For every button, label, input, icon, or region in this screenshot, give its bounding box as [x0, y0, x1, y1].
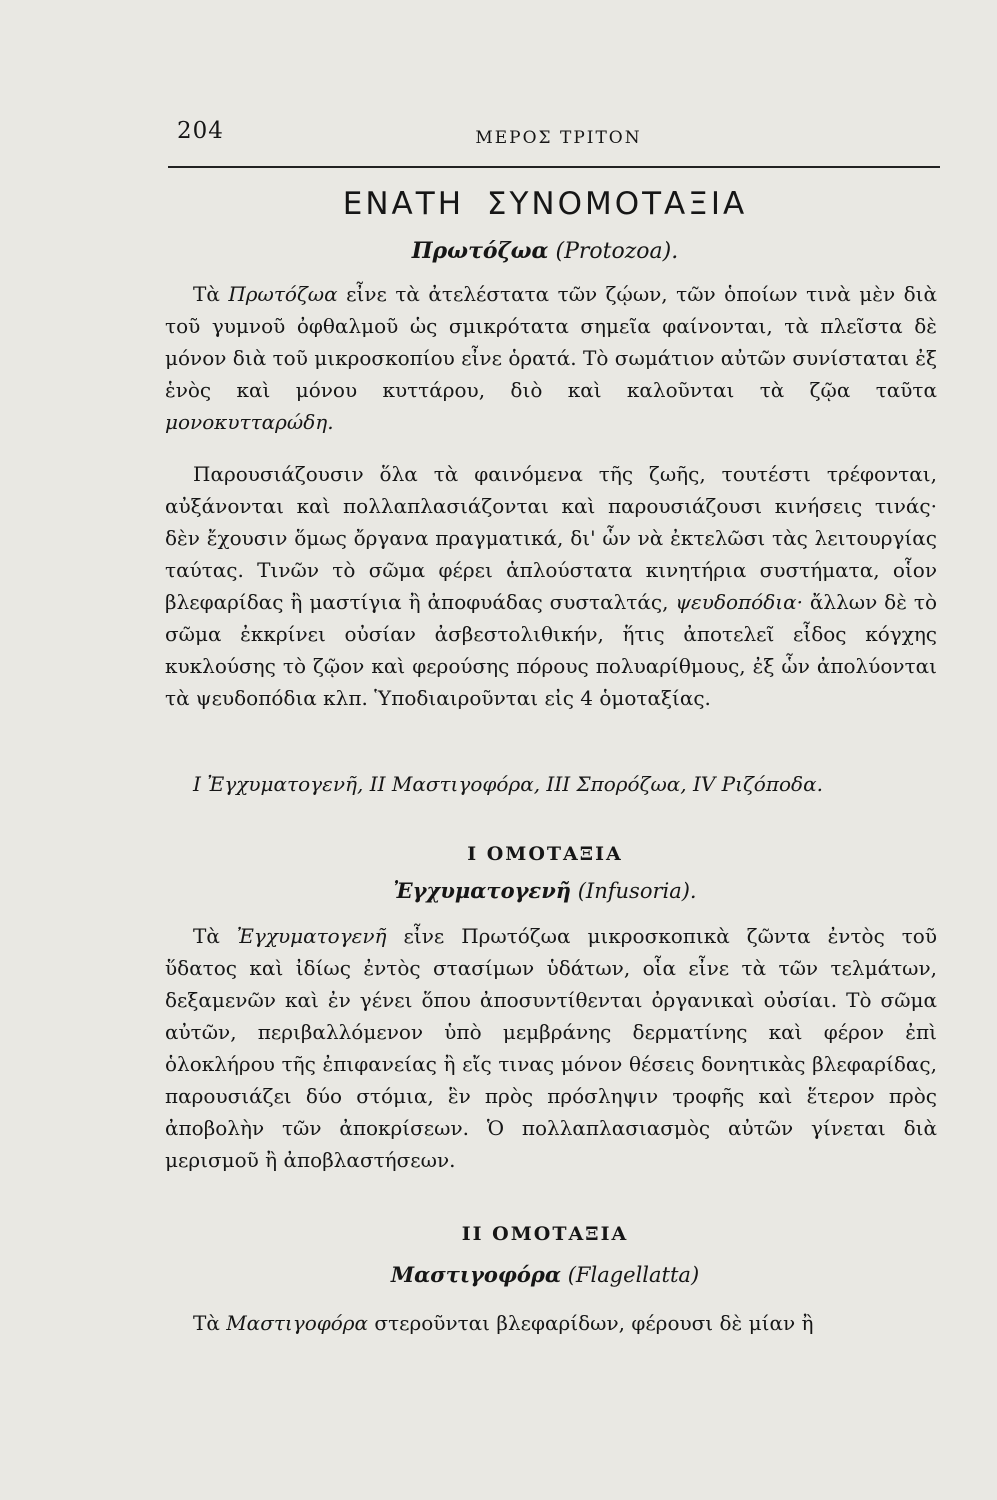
section-1-text [165, 920, 937, 1176]
page-number: 204 [177, 118, 224, 144]
characteristics-term: ψευδοπόδια· [675, 590, 803, 614]
section-1-latin: (Infusoria). [577, 879, 697, 903]
subtitle-latin: (Protozoa). [555, 239, 679, 264]
section-1-term: Ἐγχυματογενῆ [236, 924, 387, 948]
paragraph-intro [165, 278, 937, 438]
running-head: ΜΕΡΟΣ ΤΡΙΤΟΝ [475, 128, 642, 148]
section-2-latin: (Flagellatta) [567, 1263, 700, 1287]
section-2-body: στεροῦνται βλεφαρίδων, φέρουσι δὲ μίαν ἢ [368, 1311, 814, 1335]
paragraph-classes [165, 768, 937, 800]
section-2-term: Μαστιγοφόρα [226, 1311, 369, 1335]
paragraph-characteristics [165, 458, 937, 714]
intro-term-2: μονοκυτταρώδη. [165, 410, 334, 434]
characteristics-text-a: Παρουσιάζουσιν ὅλα τὰ φαινόμενα τῆς ζωῆς, τουτέστι τρέφονται, αὐξάνονται καὶ πολλαπλασιάζονται καὶ παρουσιάζουσι κινήσεις τινάς· δὲν ἔχουσιν ὅμως ὄργανα πραγματικά, δι' ὧν νὰ ἐκτελῶσι τὰς λειτουργίας ταύτας. Τινῶν τὸ σῶμα φέρει ἁπλούστατα κινητήρια συστήματα, οἷον βλεφαρίδας ἢ μαστίγια ἢ ἀποφυάδας συσταλτάς, [165, 462, 937, 614]
header-rule [168, 166, 940, 168]
section-1-subtitle [150, 878, 940, 903]
classes-list: I Ἐγχυματογενῆ, II Μαστιγοφόρα, III Σπορόζωα, IV Ριζόποδα. [193, 772, 823, 796]
intro-term: Πρωτόζωα [228, 282, 338, 306]
section-2-subtitle [150, 1262, 940, 1287]
subtitle-greek: Πρωτόζωα [411, 238, 549, 264]
intro-text: εἶνε τὰ ἀτελέστατα τῶν ζῴων, τῶν ὁποίων τινὰ μὲν διὰ τοῦ γυμνοῦ ὀφθαλμοῦ ὡς σμικρότατα σημεῖα φαίνονται, τὰ πλεῖστα δὲ μόνον διὰ τοῦ μικροσκοπίου εἶνε ὁρατά. Τὸ σωμάτιον αὐτῶν συνίσταται ἐξ ἑνὸς καὶ μόνου κυττάρου, διὸ καὶ καλοῦνται τὰ ζῷα ταῦτα [165, 282, 938, 402]
chapter-subtitle [150, 238, 940, 264]
section-2-greek: Μαστιγοφόρα [390, 1262, 562, 1287]
section-1-lead: Τὰ [193, 924, 237, 948]
section-2-text [165, 1307, 937, 1339]
section-1-body: εἶνε Πρωτόζωα μικροσκοπικὰ ζῶντα ἐντὸς τοῦ ὕδατος καὶ ἰδίως ἐντὸς στασίμων ὑδάτων, οἷα εἶνε τὰ τῶν τελμάτων, δεξαμενῶν καὶ ἐν γένει ὅπου ἀποσυντίθενται ὀργανικαὶ οὐσίαι. Τὸ σῶμα αὐτῶν, περιβαλλόμενον ὑπὸ μεμβράνης δερματίνης καὶ φέρον ἐπὶ ὁλοκλήρου τῆς ἐπιφανείας ἢ εἴς τινας μόνον θέσεις δονητικὰς βλεφαρίδας, παρουσιάζει δύο στόμια, ἓν πρὸς πρόσληψιν τροφῆς καὶ ἕτερον πρὸς ἀποβολὴν τῶν ἀποκρίσεων. Ὁ πολλαπλασιασμὸς αὐτῶν γίνεται διὰ μερισμοῦ ἢ ἀποβλαστήσεων. [165, 924, 937, 1172]
section-1-heading: I ΟΜΟΤΑΞΙΑ [467, 843, 623, 865]
chapter-title: ΕΝΑΤΗ ΣΥΝΟΜΟΤΑΞΙΑ [342, 186, 748, 222]
section-2-heading: II ΟΜΟΤΑΞΙΑ [461, 1223, 629, 1245]
page-header [177, 118, 940, 158]
intro-lead: Τὰ [193, 282, 229, 306]
section-1-greek: Ἐγχυματογενῆ [393, 878, 572, 903]
section-2-lead: Τὰ [193, 1311, 227, 1335]
characteristics-text-b: ἄλλων δὲ τὸ σῶμα ἐκκρίνει οὐσίαν ἀσβεστολιθικήν, ἥτις ἀποτελεῖ εἶδος κόγχης κυκλούσης τὸ ζῷον καὶ φερούσης πόρους πολυαρίθμους, ἐξ ὧν ἀπολύονται τὰ ψευδοπόδια κλπ. Ὑποδιαιροῦνται εἰς 4 ὁμοταξίας. [165, 590, 937, 710]
